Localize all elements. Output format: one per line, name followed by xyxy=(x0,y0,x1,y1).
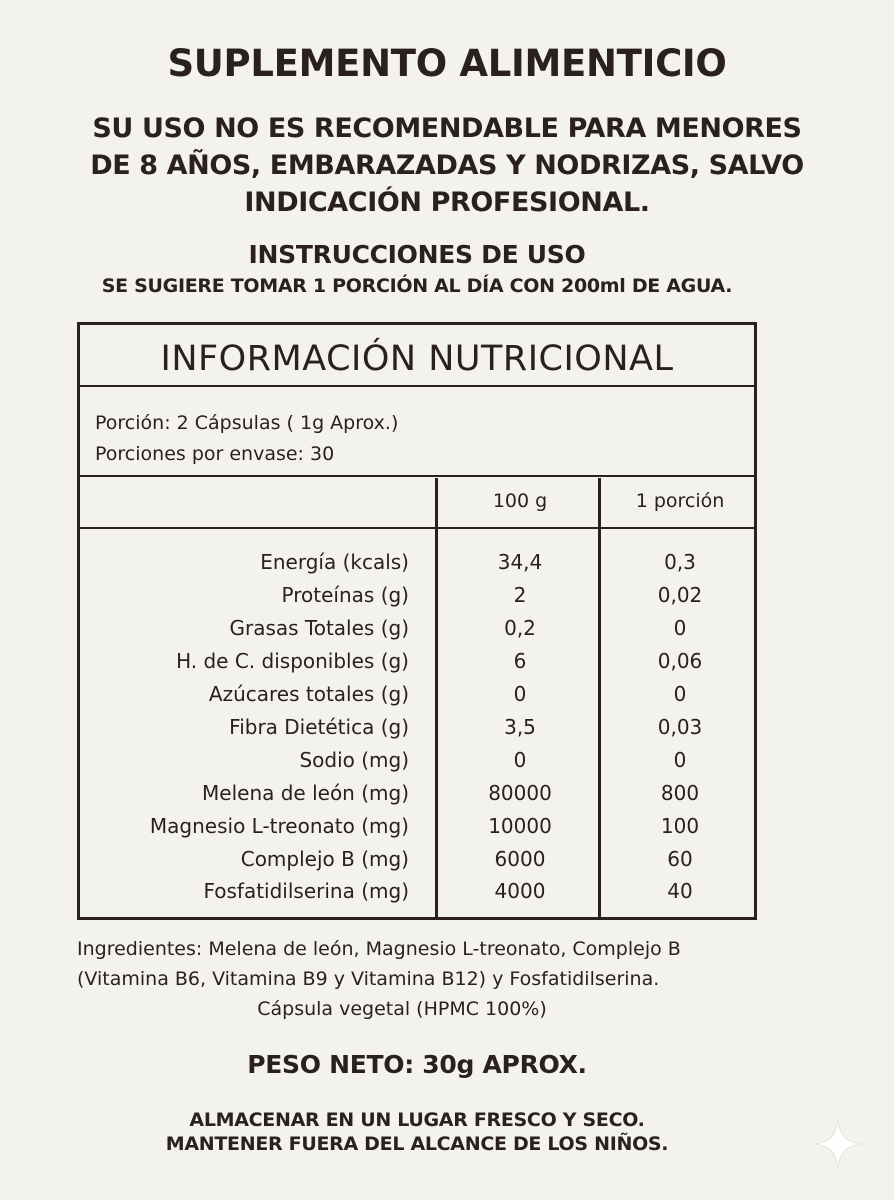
nutrient-label: Melena de león (mg) xyxy=(202,781,409,805)
warning-line: DE 8 AÑOS, EMBARAZADAS Y NODRIZAS, SALVO xyxy=(90,150,804,181)
value-portion: 800 xyxy=(660,781,700,805)
nutrient-row xyxy=(80,682,754,715)
nutrient-label: Complejo B (mg) xyxy=(240,847,409,871)
value-100g: 2 xyxy=(513,583,527,607)
storage-instructions xyxy=(0,1108,834,1156)
nutrient-label: H. de C. disponibles (g) xyxy=(176,649,409,673)
nutrient-row xyxy=(80,748,754,781)
nutrition-table xyxy=(77,322,757,920)
ingredients-line: Ingredientes: Melena de león, Magnesio L-treonato, Complejo B xyxy=(77,938,681,960)
net-weight: PESO NETO: 30g APROX. xyxy=(247,1050,587,1079)
value-100g: 6 xyxy=(513,649,527,673)
value-100g: 0 xyxy=(513,682,527,706)
value-100g: 0,2 xyxy=(504,616,536,640)
nutrient-label: Fosfatidilserina (mg) xyxy=(203,879,409,903)
column-header-portion: 1 porción xyxy=(635,490,725,512)
value-100g: 0 xyxy=(513,748,527,772)
nutrient-row xyxy=(80,616,754,649)
usage-warning xyxy=(60,110,834,221)
value-portion: 100 xyxy=(660,814,700,838)
sparkle-icon xyxy=(812,1118,864,1170)
value-portion: 0,06 xyxy=(657,649,703,673)
value-portion: 0 xyxy=(673,682,687,706)
nutrient-row xyxy=(80,847,754,880)
value-100g: 6000 xyxy=(494,847,546,871)
nutrient-row xyxy=(80,879,754,912)
divider xyxy=(80,475,754,477)
value-portion: 0,03 xyxy=(657,715,703,739)
warning-line: INDICACIÓN PROFESIONAL. xyxy=(244,187,650,218)
nutrient-label: Sodio (mg) xyxy=(299,748,409,772)
nutrient-label: Azúcares totales (g) xyxy=(208,682,409,706)
value-100g: 34,4 xyxy=(497,550,543,574)
nutrient-label: Magnesio L-treonato (mg) xyxy=(149,814,409,838)
nutrient-label: Grasas Totales (g) xyxy=(229,616,409,640)
value-portion: 0 xyxy=(673,616,687,640)
value-100g: 4000 xyxy=(494,879,546,903)
value-portion: 60 xyxy=(667,847,693,871)
instructions-text: SE SUGIERE TOMAR 1 PORCIÓN AL DÍA CON 200ml DE AGUA. xyxy=(101,275,733,297)
serving-info xyxy=(95,408,398,470)
value-100g: 80000 xyxy=(488,781,552,805)
nutrient-row xyxy=(80,550,754,583)
value-portion: 0,02 xyxy=(657,583,703,607)
nutrient-row xyxy=(80,781,754,814)
value-100g: 3,5 xyxy=(504,715,536,739)
nutrition-title: INFORMACIÓN NUTRICIONAL xyxy=(160,339,674,379)
storage-line: MANTENER FUERA DEL ALCANCE DE LOS NIÑOS. xyxy=(165,1133,669,1155)
capsule-info: Cápsula vegetal (HPMC 100%) xyxy=(257,998,547,1020)
nutrient-row xyxy=(80,715,754,748)
product-title: SUPLEMENTO ALIMENTICIO xyxy=(167,42,727,85)
value-portion: 0 xyxy=(673,748,687,772)
nutrient-label: Energía (kcals) xyxy=(260,550,409,574)
nutrient-row xyxy=(80,814,754,847)
divider xyxy=(80,527,754,529)
nutrient-row xyxy=(80,649,754,682)
divider xyxy=(80,385,754,387)
nutrient-row xyxy=(80,583,754,616)
ingredients-list xyxy=(77,934,757,1024)
value-100g: 10000 xyxy=(488,814,552,838)
value-portion: 40 xyxy=(667,879,693,903)
serving-size: Porción: 2 Cápsulas ( 1g Aprox.) xyxy=(95,412,399,434)
instructions-title: INSTRUCCIONES DE USO xyxy=(248,240,586,269)
nutrient-label: Proteínas (g) xyxy=(281,583,409,607)
storage-line: ALMACENAR EN UN LUGAR FRESCO Y SECO. xyxy=(189,1109,645,1131)
nutrient-label: Fibra Dietética (g) xyxy=(229,715,409,739)
warning-line: SU USO NO ES RECOMENDABLE PARA MENORES xyxy=(92,113,802,144)
column-header-100g: 100 g xyxy=(492,490,548,512)
ingredients-line: (Vitamina B6, Vitamina B9 y Vitamina B12) y Fosfatidilserina. xyxy=(77,968,660,990)
servings-per-container: Porciones por envase: 30 xyxy=(95,443,335,465)
value-portion: 0,3 xyxy=(664,550,696,574)
